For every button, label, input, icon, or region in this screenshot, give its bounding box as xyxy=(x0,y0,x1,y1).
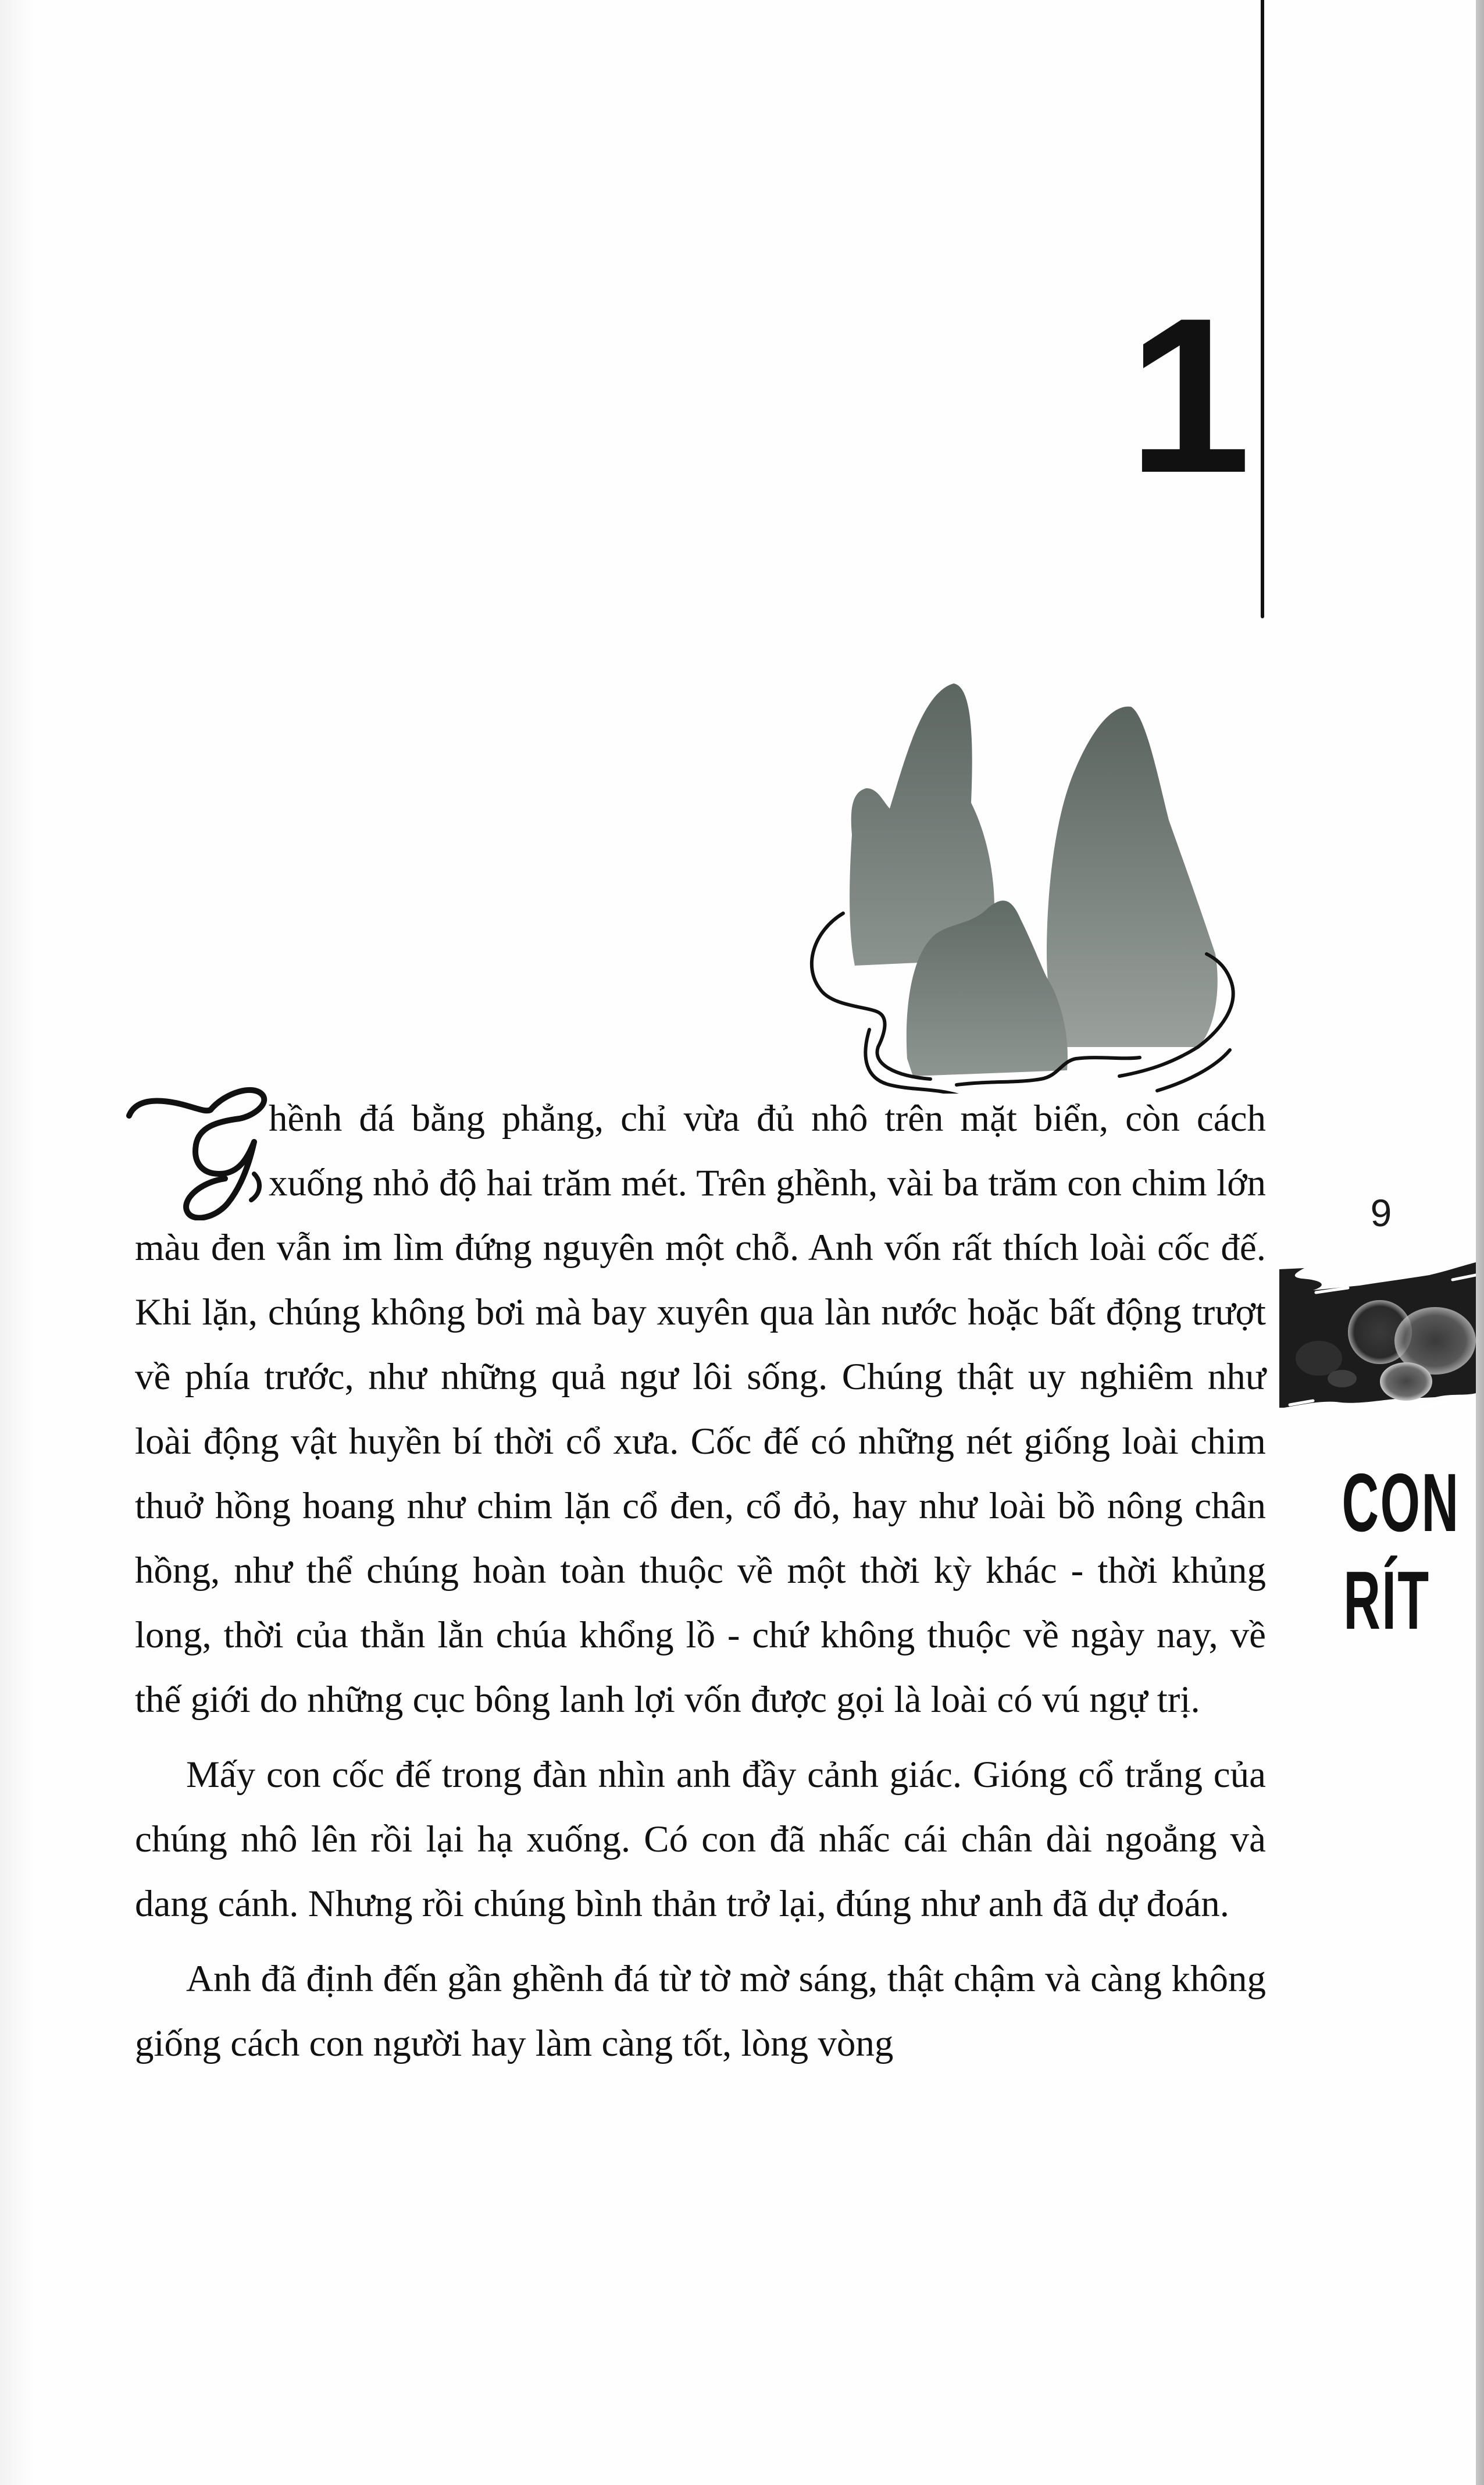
page-number: 9 xyxy=(1370,1191,1392,1234)
drop-cap xyxy=(123,1087,269,1216)
running-header-photo-banner xyxy=(1278,1262,1476,1414)
chapter-divider-rule xyxy=(1261,0,1264,618)
page-edge xyxy=(1476,0,1484,2485)
running-title-line-1: CON xyxy=(1342,1457,1460,1549)
drop-cap-ornamental-g-icon xyxy=(123,1087,269,1220)
page-gutter-shadow xyxy=(0,0,35,2485)
paragraph-1 xyxy=(135,1087,1266,1732)
paragraph-1-text: hềnh đá bằng phẳng, chỉ vừa đủ nhô trên mặt biển, còn cách xuống nhỏ độ hai trăm mét. Trên ghềnh, vài ba trăm con chim lớn màu đen vẫn im lìm đứng nguyên một chỗ. Anh vốn rất thích loài cốc đế. Khi lặn, chúng không bơi mà bay xuyên qua làn nước hoặc bất động trượt về phía trước, như những quả ngư lôi sống. Chúng thật uy nghiêm như loài động vật huyền bí thời cổ xưa. Cốc đế có những nét giống loài chim thuở hồng hoang như chim lặn cổ đen, cổ đỏ, hay như loài bồ nông chân hồng, như thể chúng hoàn toàn thuộc về một thời kỳ khác - thời khủng long, thời của thằn lằn chúa khổng lồ - chứ không thuộc về ngày nay, về thế giới do những cục bông lanh lợi vốn được gọi là loài có vú ngự trị. xyxy=(135,1098,1266,1721)
paragraph-2: Mấy con cốc đế trong đàn nhìn anh đầy cảnh giác. Gióng cổ trắng của chúng nhô lên rồi lại hạ xuống. Có con đã nhấc cái chân dài ngoẳng và dang cánh. Nhưng rồi chúng bình thản trở lại, đúng như anh đã dự đoán. xyxy=(135,1754,1266,1925)
chapter-running-title xyxy=(1342,1454,1460,1650)
chapter-body-text xyxy=(135,1087,1266,2076)
paragraph-3: Anh đã định đến gần ghềnh đá từ tờ mờ sáng, thật chậm và càng không giống cách con người hay làm càng tốt, lòng vòng xyxy=(135,1958,1266,2064)
karst-islands-illustration xyxy=(797,628,1250,1094)
running-title-line-2: RÍT xyxy=(1343,1554,1431,1647)
chapter-number: 1 xyxy=(1128,272,1251,519)
